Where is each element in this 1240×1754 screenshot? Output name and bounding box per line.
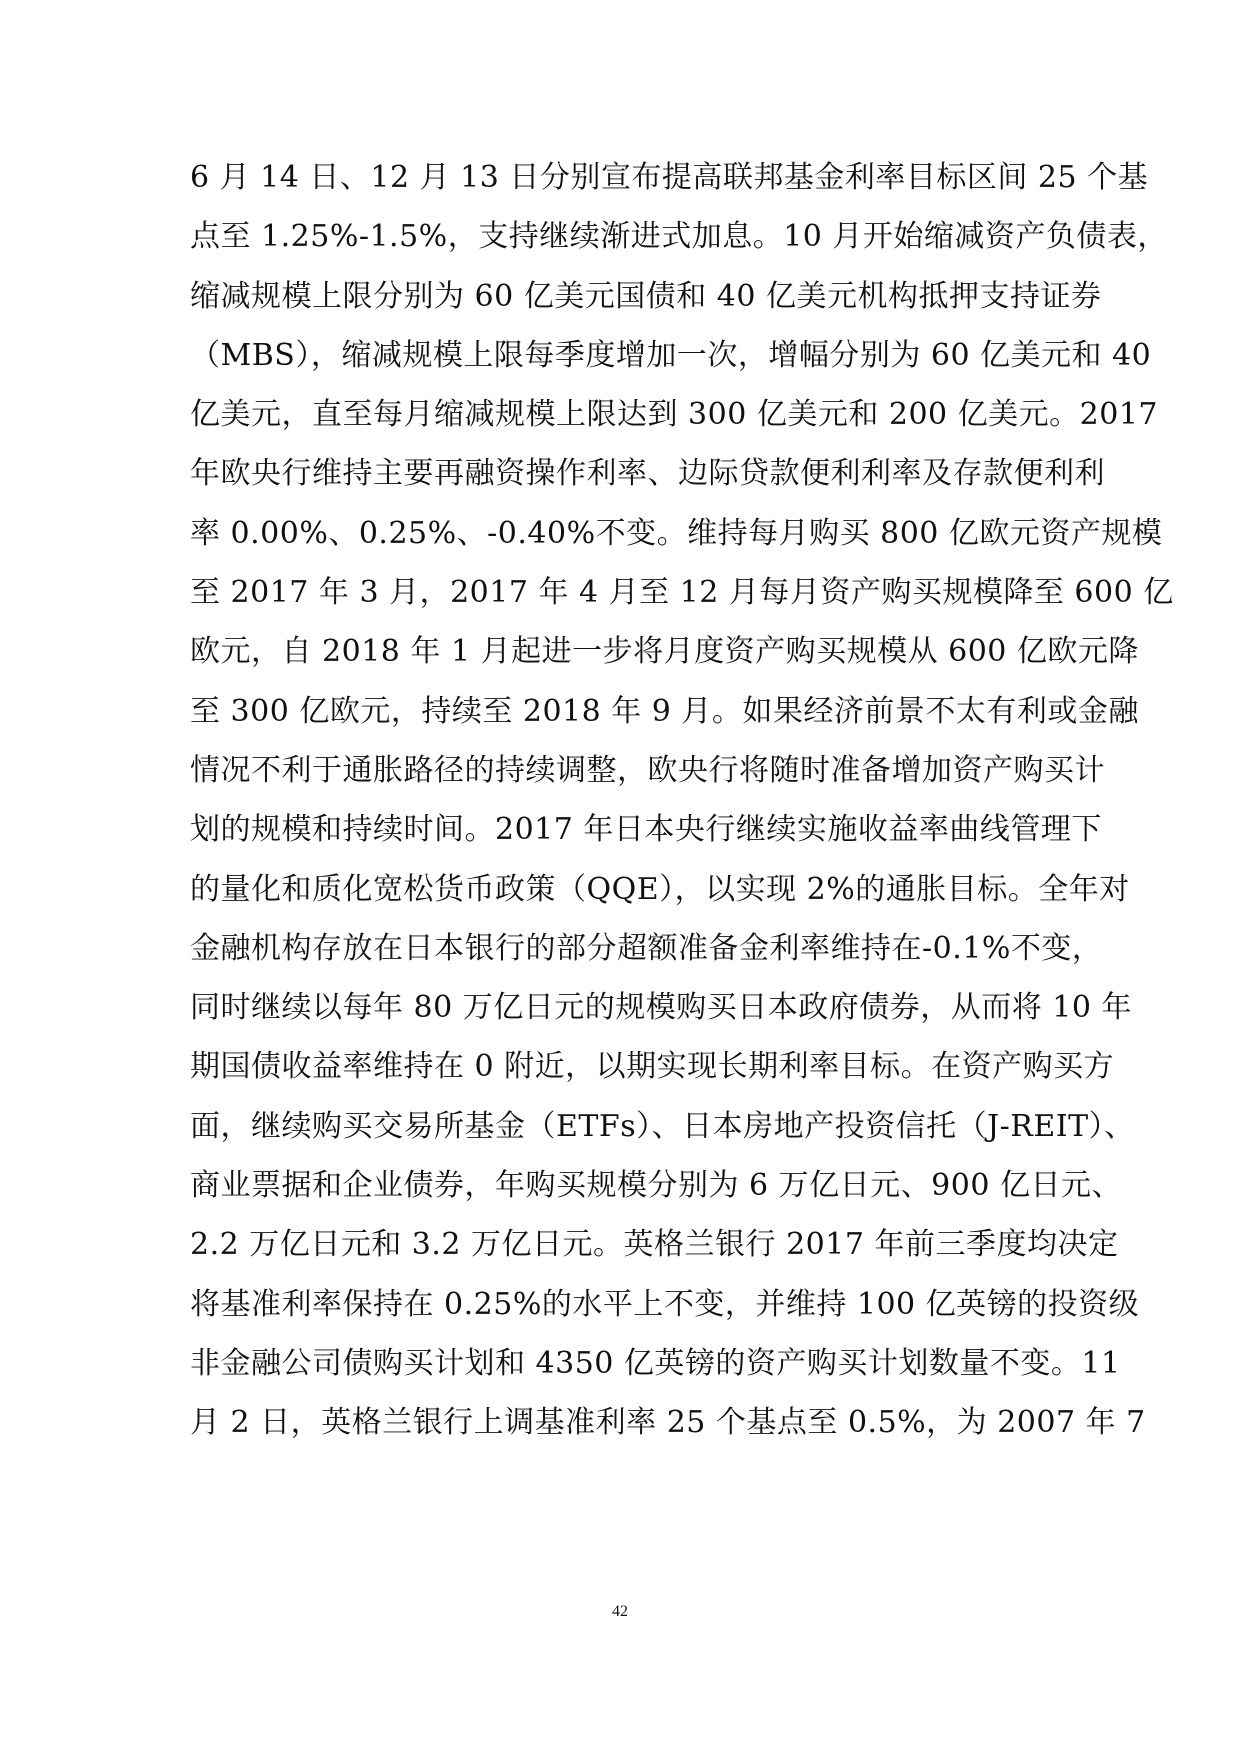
text-line: 面，继续购买交易所基金（ETFs）、日本房地产投资信托（J-REIT）、	[190, 1108, 1135, 1144]
text-line: 非金融公司债购买计划和 4350 亿英镑的资产购买计划数量不变。11	[190, 1345, 1121, 1381]
text-line: 欧元，自 2018 年 1 月起进一步将月度资产购买规模从 600 亿欧元降	[190, 634, 1139, 670]
text-line: 商业票据和企业债券，年购买规模分别为 6 万亿日元、900 亿日元、	[190, 1168, 1122, 1204]
text-line: 期国债收益率维持在 0 附近，以期实现长期利率目标。在资产购买方	[190, 1049, 1115, 1085]
text-line: 的量化和质化宽松货币政策（QQE），以实现 2%的通胀目标。全年对	[190, 871, 1130, 907]
text-line: 率 0.00%、0.25%、-0.40%不变。维持每月购买 800 亿欧元资产规模	[190, 515, 1163, 551]
text-line: 至 300 亿欧元，持续至 2018 年 9 月。如果经济前景不太有利或金融	[190, 693, 1139, 729]
text-line: 2.2 万亿日元和 3.2 万亿日元。英格兰银行 2017 年前三季度均决定	[190, 1227, 1119, 1263]
text-line: 金融机构存放在日本银行的部分超额准备金利率维持在-0.1%不变，	[190, 930, 1103, 966]
text-line: 亿美元，直至每月缩减规模上限达到 300 亿美元和 200 亿美元。2017	[190, 397, 1159, 433]
text-line: 点至 1.25%-1.5%，支持继续渐进式加息。10 月开始缩减资产负债表，	[190, 219, 1168, 255]
text-line: 将基准利率保持在 0.25%的水平上不变，并维持 100 亿英镑的投资级	[190, 1286, 1140, 1322]
text-line: 情况不利于通胀路径的持续调整，欧央行将随时准备增加资产购买计	[190, 752, 1105, 788]
text-line: 同时继续以每年 80 万亿日元的规模购买日本政府债券，从而将 10 年	[190, 990, 1132, 1026]
text-line: 年欧央行维持主要再融资操作利率、边际贷款便利利率及存款便利利	[190, 456, 1105, 492]
text-line: 6 月 14 日、12 月 13 日分别宣布提高联邦基金利率目标区间 25 个基	[190, 160, 1149, 195]
text-line: 月 2 日，英格兰银行上调基准利率 25 个基点至 0.5%，为 2007 年 7	[190, 1405, 1146, 1441]
body-text	[190, 148, 1174, 1453]
page-number: 42	[612, 1603, 628, 1620]
text-line: （MBS），缩减规模上限每季度增加一次，增幅分别为 60 亿美元和 40	[190, 337, 1152, 373]
text-line: 缩减规模上限分别为 60 亿美元国债和 40 亿美元机构抵押支持证券	[190, 278, 1102, 314]
text-line: 至 2017 年 3 月，2017 年 4 月至 12 月每月资产购买规模降至 600 亿	[190, 575, 1174, 611]
text-line: 划的规模和持续时间。2017 年日本央行继续实施收益率曲线管理下	[190, 812, 1102, 848]
